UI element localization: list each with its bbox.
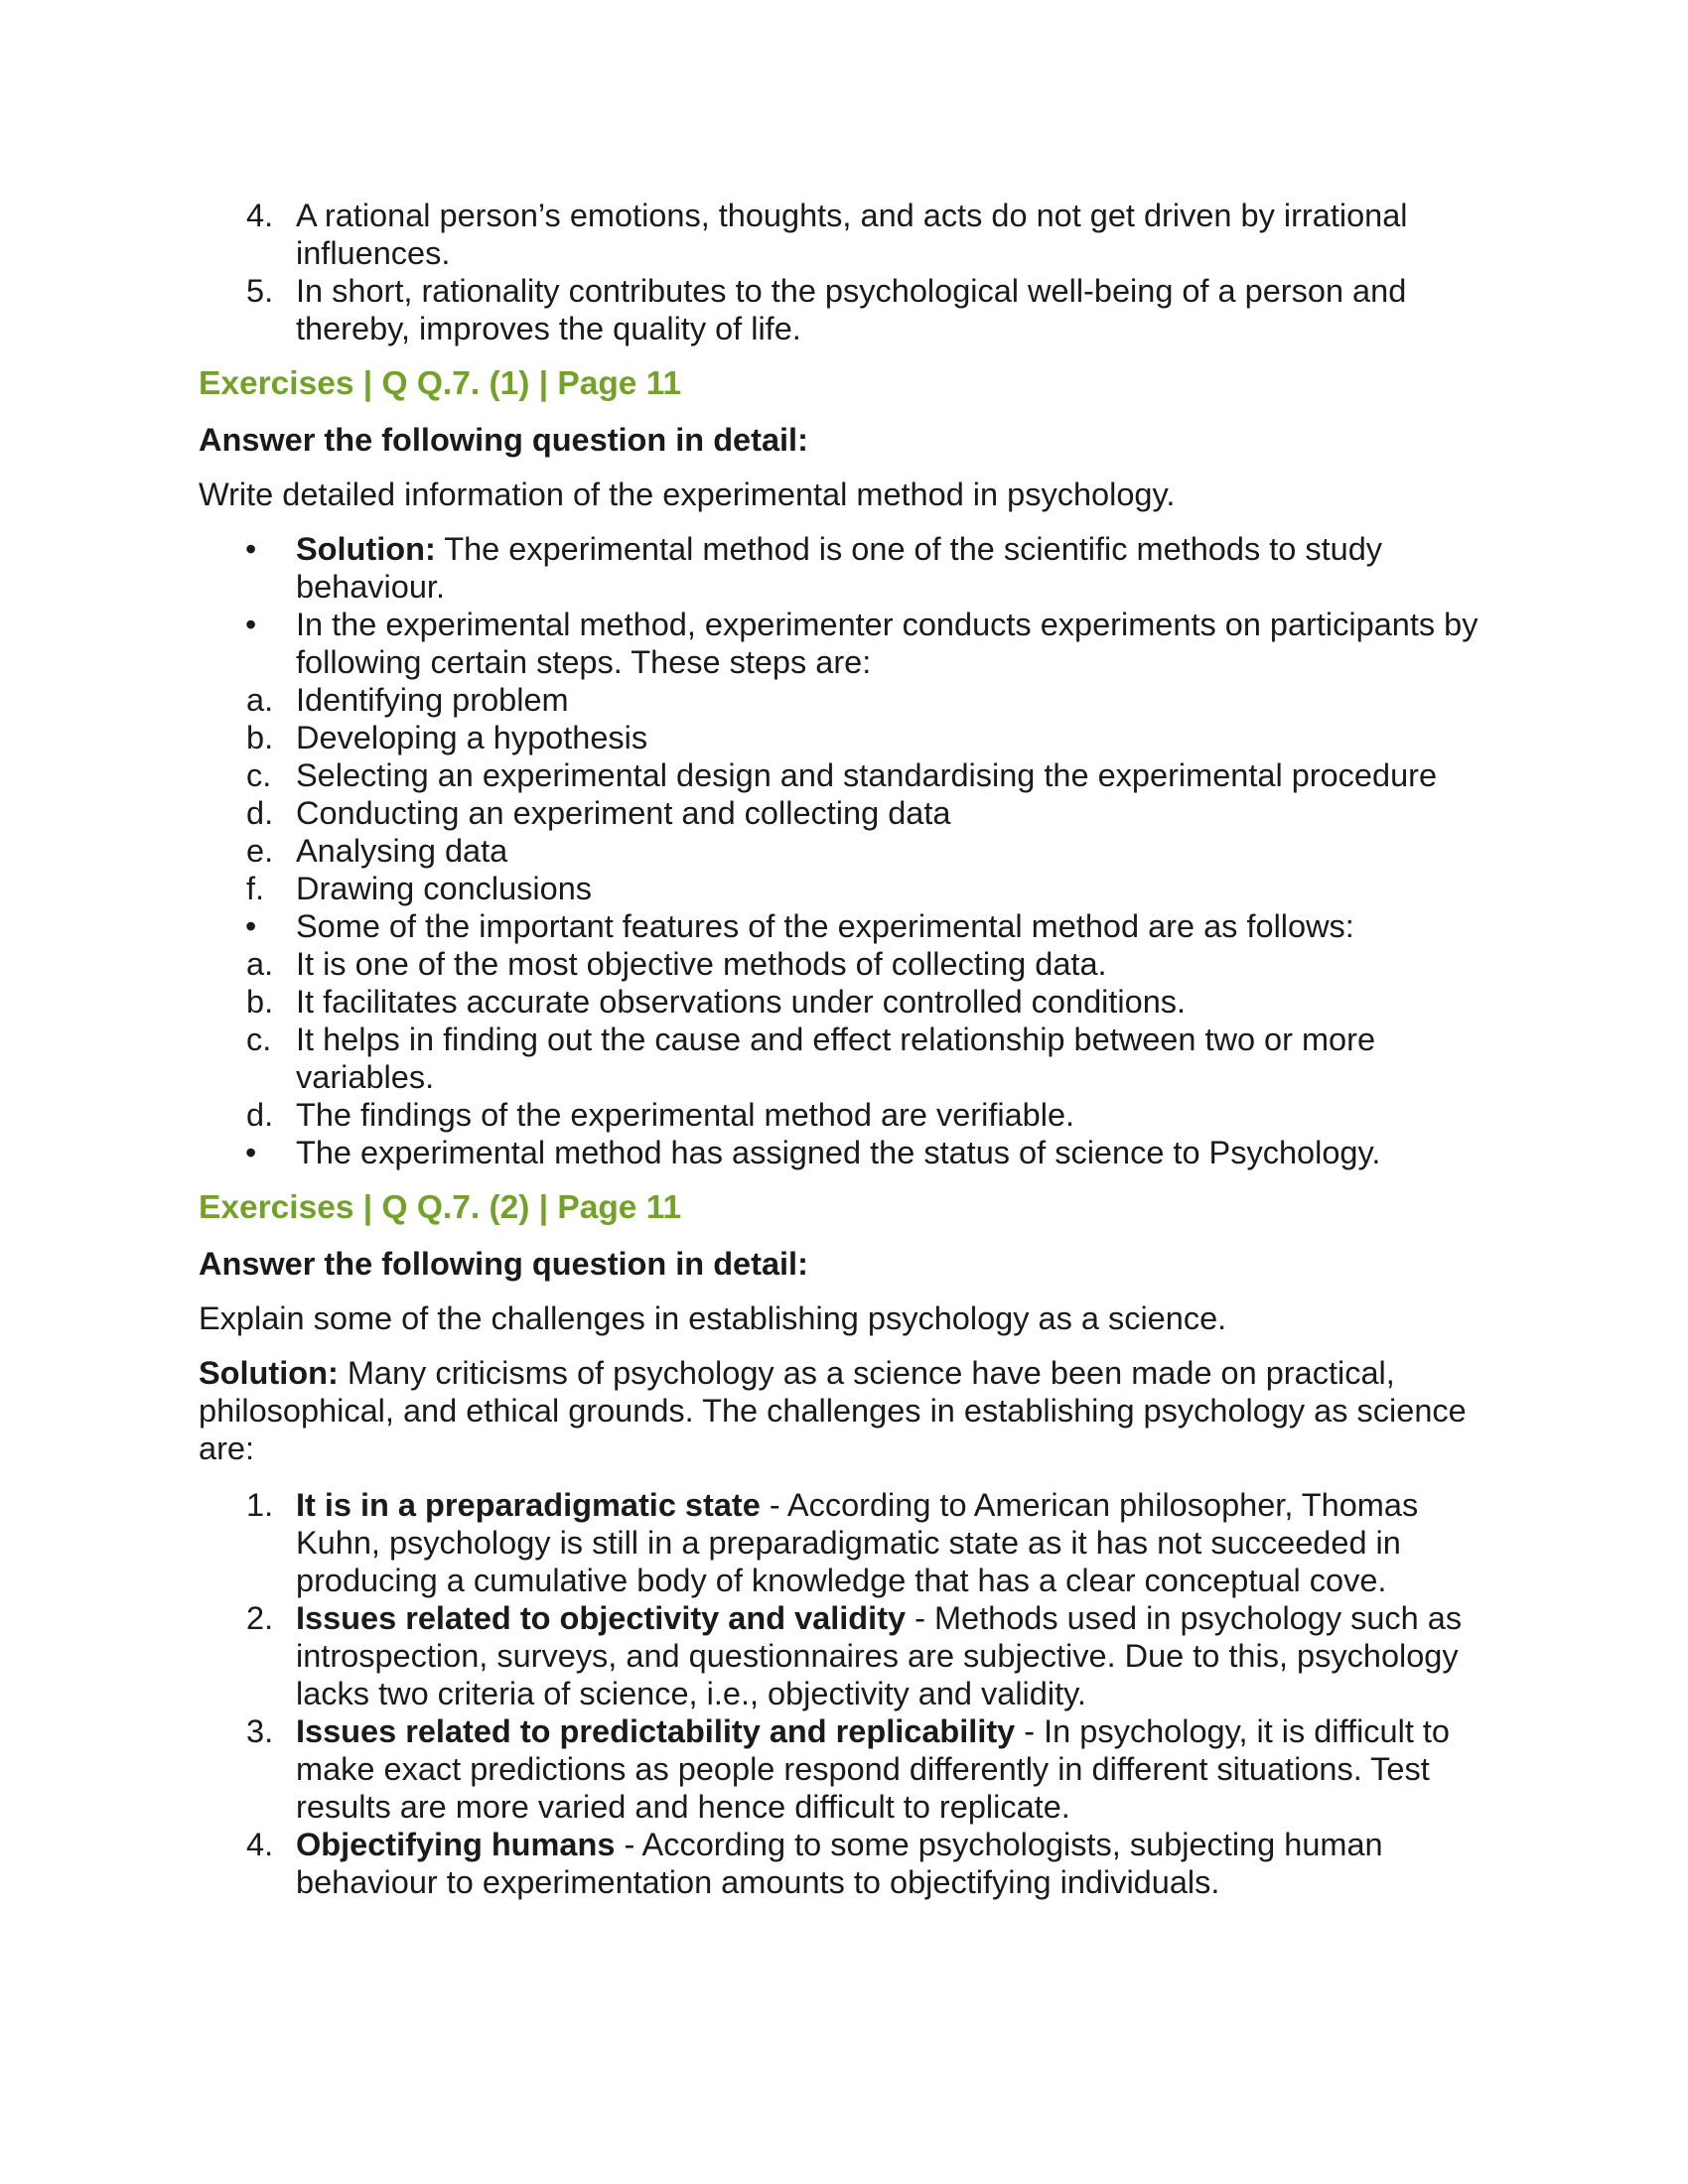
list-item-text: Identifying problem (296, 682, 569, 718)
instruction-text: Answer the following question in detail: (199, 1246, 808, 1282)
list-item (199, 719, 1499, 756)
solution-label: Solution: (199, 1355, 339, 1391)
solution-label: Solution: (296, 531, 436, 567)
list-marker: e. (246, 833, 274, 869)
list-item-text: Analysing data (296, 833, 508, 869)
list-item-text: The experimental method has assigned the status of science to Psychology. (296, 1135, 1381, 1170)
list-item-text: Developing a hypothesis (296, 720, 648, 755)
list-item-text: It facilitates accurate observations under controlled conditions. (296, 984, 1187, 1020)
list-item-text: In short, rationality contributes to the psychological well-being of a person and thereby, improves the quality of life. (296, 273, 1407, 346)
list-item (199, 530, 1499, 606)
list-item-text: Some of the important features of the experimental method are as follows: (296, 908, 1354, 944)
question-text: Explain some of the challenges in establishing psychology as a science. (199, 1300, 1227, 1336)
list-item-title: Objectifying humans (296, 1827, 616, 1862)
list-item-title: Issues related to objectivity and validity (296, 1600, 907, 1636)
list-item (199, 1826, 1499, 1901)
list-marker: d. (246, 1097, 274, 1133)
list-marker: b. (246, 720, 274, 755)
bullet-marker: • (245, 908, 257, 944)
list-item-text: It is one of the most objective methods of collecting data. (296, 946, 1107, 982)
list-item-title: Issues related to predictability and replicability (296, 1713, 1016, 1749)
list-item (199, 945, 1499, 983)
top-numbered-list (199, 197, 1499, 347)
list-marker: 2. (246, 1600, 274, 1636)
list-marker: 5. (246, 273, 274, 309)
list-item-text: The experimental method is one of the scientific methods to study behaviour. (296, 531, 1383, 605)
exercise-heading-q7-1: Exercises | Q Q.7. (1) | Page 11 (199, 365, 682, 402)
bullet-marker: • (245, 531, 257, 567)
list-marker: c. (246, 757, 272, 793)
list-marker: a. (246, 946, 274, 982)
bullet-marker: • (245, 1135, 257, 1170)
solution-paragraph (199, 1354, 1499, 1467)
list-item-text: It helps in finding out the cause and effect relationship between two or more variables. (296, 1022, 1376, 1095)
solution-list-q7-1 (199, 530, 1499, 1171)
list-item (199, 606, 1499, 681)
list-item-text: - According to some psychologists, subjecting human behaviour to experimentation amounts to objectifying individuals. (296, 1827, 1383, 1900)
list-item-title: It is in a preparadigmatic state (296, 1487, 761, 1523)
bullet-marker: • (245, 607, 257, 642)
list-item (199, 832, 1499, 870)
list-item-text: Drawing conclusions (296, 871, 593, 906)
list-item (199, 870, 1499, 907)
list-item (199, 197, 1499, 272)
list-item-text: A rational person’s emotions, thoughts, and acts do not get driven by irrational influences. (296, 198, 1408, 271)
list-marker: 4. (246, 198, 274, 233)
list-marker: a. (246, 682, 274, 718)
list-item (199, 1096, 1499, 1134)
list-item-text: Selecting an experimental design and standardising the experimental procedure (296, 757, 1438, 793)
question-text: Write detailed information of the experimental method in psychology. (199, 477, 1176, 512)
list-item-text: - In psychology, it is difficult to make exact predictions as people respond differently in different situations. Test results are more varied and hence difficult to replicate. (296, 1713, 1450, 1825)
solution-text: Many criticisms of psychology as a science have been made on practical, philosophical, and ethical grounds. The challenges in establishing psychology as science are: (199, 1355, 1467, 1466)
list-item-text: The findings of the experimental method are verifiable. (296, 1097, 1075, 1133)
exercise-heading-q7-2: Exercises | Q Q.7. (2) | Page 11 (199, 1189, 682, 1226)
list-marker: 1. (246, 1487, 274, 1523)
list-item-text: - Methods used in psychology such as introspection, surveys, and questionnaires are subjective. Due to this, psychology lacks two criteria of science, i.e., objectivity and validity. (296, 1600, 1463, 1711)
list-item (199, 756, 1499, 794)
list-marker: 4. (246, 1827, 274, 1862)
list-marker: b. (246, 984, 274, 1020)
list-item (199, 1134, 1499, 1171)
list-item (199, 794, 1499, 832)
list-item (199, 983, 1499, 1021)
list-marker: f. (246, 871, 265, 906)
list-marker: c. (246, 1022, 272, 1057)
list-item (199, 907, 1499, 945)
list-item-text: - According to American philosopher, Thomas Kuhn, psychology is still in a preparadigmatic state as it has not succeeded in producing a cumulative body of knowledge that has a clear conceptual cove. (296, 1487, 1419, 1598)
list-item (199, 272, 1499, 347)
list-item (199, 1021, 1499, 1096)
list-marker: d. (246, 795, 274, 831)
list-item (199, 1486, 1499, 1599)
page-content (199, 197, 1499, 1901)
list-item (199, 1712, 1499, 1826)
list-item (199, 1599, 1499, 1712)
instruction-text: Answer the following question in detail: (199, 422, 808, 458)
list-item (199, 681, 1499, 719)
challenges-list (199, 1486, 1499, 1901)
list-item-text: Conducting an experiment and collecting data (296, 795, 951, 831)
list-marker: 3. (246, 1713, 274, 1749)
list-item-text: In the experimental method, experimenter conducts experiments on participants by following certain steps. These steps are: (296, 607, 1478, 680)
